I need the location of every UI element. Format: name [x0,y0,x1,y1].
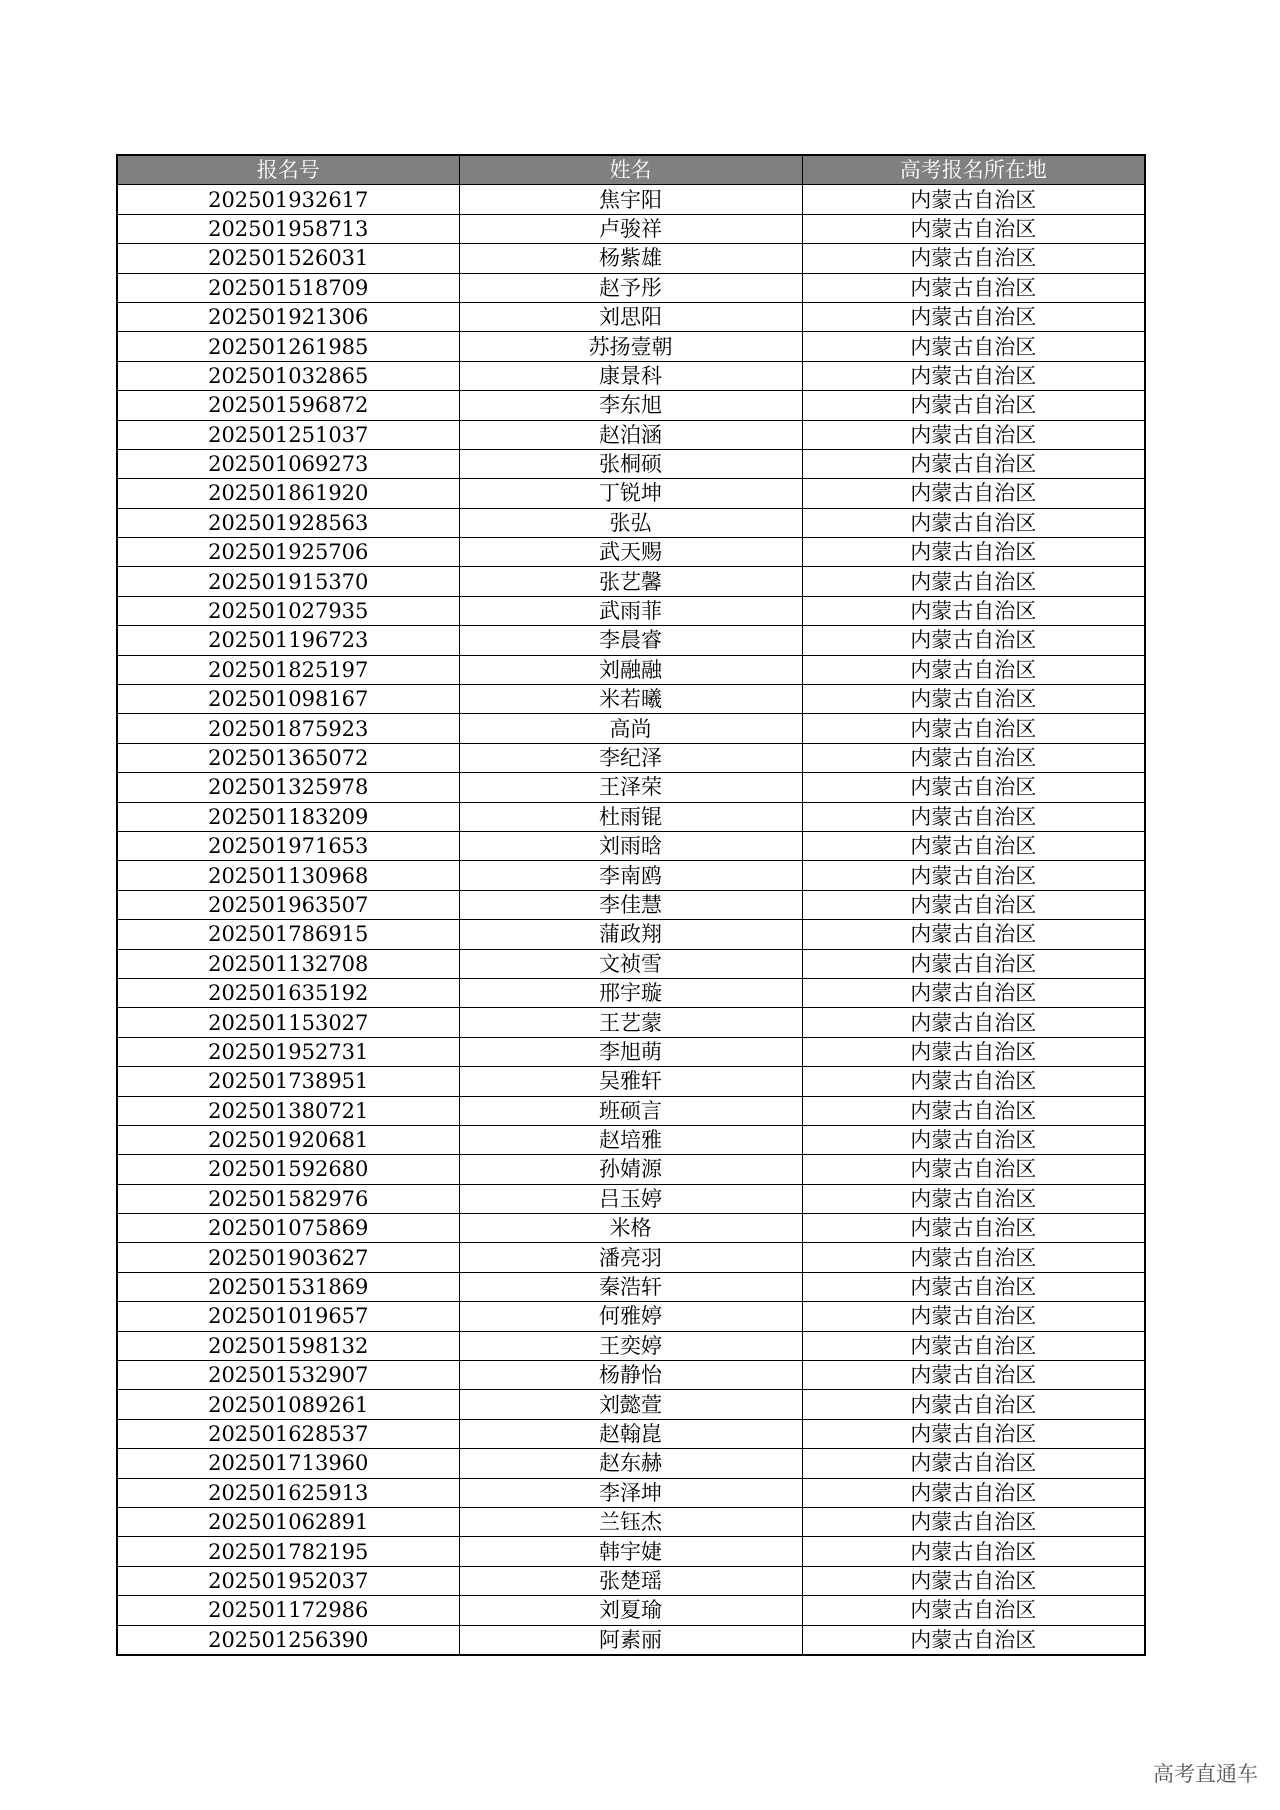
cell-name: 张艺馨 [459,567,802,596]
table-row [117,538,1145,567]
table-row [117,1361,1145,1390]
table-row [117,420,1145,449]
cell-name: 吴雅轩 [459,1067,802,1096]
cell-name: 张桐硕 [459,449,802,478]
cell-name: 何雅婷 [459,1302,802,1331]
table-body [117,185,1145,1655]
cell-name: 秦浩轩 [459,1272,802,1301]
cell-name: 孙婧源 [459,1155,802,1184]
table-row [117,1390,1145,1419]
cell-registration-location: 内蒙古自治区 [802,626,1145,655]
cell-registration-location: 内蒙古自治区 [802,1155,1145,1184]
cell-registration-location: 内蒙古自治区 [802,743,1145,772]
table-row [117,949,1145,978]
cell-registration-number: 202501172986 [117,1596,459,1625]
cell-registration-location: 内蒙古自治区 [802,685,1145,714]
cell-name: 赵培雅 [459,1125,802,1154]
cell-registration-location: 内蒙古自治区 [802,273,1145,302]
cell-name: 丁锐坤 [459,479,802,508]
cell-registration-number: 202501971653 [117,831,459,860]
cell-name: 李南鸥 [459,861,802,890]
cell-name: 米若曦 [459,685,802,714]
cell-registration-number: 202501920681 [117,1125,459,1154]
cell-registration-number: 202501598132 [117,1331,459,1360]
cell-registration-number: 202501635192 [117,978,459,1007]
table-row [117,743,1145,772]
cell-name: 潘亮羽 [459,1243,802,1272]
cell-registration-location: 内蒙古自治区 [802,1596,1145,1625]
table-row [117,1243,1145,1272]
table-row [117,1008,1145,1037]
table-row [117,1125,1145,1154]
admission-list-table [116,154,1146,1656]
cell-registration-location: 内蒙古自治区 [802,1478,1145,1507]
cell-registration-number: 202501875923 [117,714,459,743]
cell-registration-location: 内蒙古自治区 [802,538,1145,567]
cell-registration-location: 内蒙古自治区 [802,714,1145,743]
cell-name: 邢宇璇 [459,978,802,1007]
cell-name: 卢骏祥 [459,214,802,243]
table-row [117,978,1145,1007]
table-row [117,714,1145,743]
table-row [117,861,1145,890]
table-row [117,361,1145,390]
cell-name: 赵予彤 [459,273,802,302]
table-row [117,802,1145,831]
cell-registration-number: 202501928563 [117,508,459,537]
cell-registration-location: 内蒙古自治区 [802,920,1145,949]
cell-registration-number: 202501251037 [117,420,459,449]
table-row [117,1184,1145,1213]
cell-registration-location: 内蒙古自治区 [802,1214,1145,1243]
cell-registration-location: 内蒙古自治区 [802,773,1145,802]
cell-name: 赵翰崑 [459,1419,802,1448]
table-row [117,1272,1145,1301]
table-row [117,920,1145,949]
cell-name: 阿素丽 [459,1625,802,1655]
cell-name: 蒲政翔 [459,920,802,949]
table-row [117,391,1145,420]
cell-registration-number: 202501582976 [117,1184,459,1213]
table-row [117,655,1145,684]
cell-registration-location: 内蒙古自治区 [802,1008,1145,1037]
watermark: 高考直通车 [1153,1762,1258,1786]
cell-registration-number: 202501786915 [117,920,459,949]
cell-registration-number: 202501196723 [117,626,459,655]
cell-registration-number: 202501925706 [117,538,459,567]
cell-registration-number: 202501825197 [117,655,459,684]
cell-registration-number: 202501531869 [117,1272,459,1301]
cell-registration-number: 202501518709 [117,273,459,302]
cell-name: 米格 [459,1214,802,1243]
cell-name: 杨紫雄 [459,244,802,273]
cell-registration-number: 202501032865 [117,361,459,390]
cell-registration-location: 内蒙古自治区 [802,214,1145,243]
cell-registration-location: 内蒙古自治区 [802,332,1145,361]
table-row [117,1096,1145,1125]
cell-name: 张弘 [459,508,802,537]
cell-registration-number: 202501596872 [117,391,459,420]
cell-registration-number: 202501952731 [117,1037,459,1066]
cell-name: 高尚 [459,714,802,743]
table-row [117,479,1145,508]
cell-registration-number: 202501861920 [117,479,459,508]
table-row [117,1566,1145,1595]
cell-name: 李东旭 [459,391,802,420]
cell-registration-number: 202501153027 [117,1008,459,1037]
cell-name: 张楚瑶 [459,1566,802,1595]
table-row [117,302,1145,331]
cell-registration-location: 内蒙古自治区 [802,596,1145,625]
cell-registration-number: 202501903627 [117,1243,459,1272]
table-row [117,890,1145,919]
cell-registration-location: 内蒙古自治区 [802,567,1145,596]
table-row [117,831,1145,860]
header-registration-number: 报名号 [117,155,459,185]
table-row [117,244,1145,273]
cell-registration-number: 202501075869 [117,1214,459,1243]
cell-registration-number: 202501132708 [117,949,459,978]
cell-name: 刘融融 [459,655,802,684]
cell-name: 李纪泽 [459,743,802,772]
cell-registration-number: 202501963507 [117,890,459,919]
cell-registration-number: 202501738951 [117,1067,459,1096]
table-row [117,626,1145,655]
cell-registration-location: 内蒙古自治区 [802,861,1145,890]
cell-registration-number: 202501325978 [117,773,459,802]
cell-name: 吕玉婷 [459,1184,802,1213]
table-row [117,1067,1145,1096]
cell-name: 刘懿萱 [459,1390,802,1419]
table-row [117,1419,1145,1448]
cell-registration-location: 内蒙古自治区 [802,479,1145,508]
cell-registration-number: 202501380721 [117,1096,459,1125]
cell-name: 王奕婷 [459,1331,802,1360]
cell-registration-number: 202501958713 [117,214,459,243]
cell-name: 赵泊涵 [459,420,802,449]
cell-registration-location: 内蒙古自治区 [802,508,1145,537]
cell-name: 杨静怡 [459,1361,802,1390]
header-row [117,155,1145,185]
cell-registration-number: 202501261985 [117,332,459,361]
table-row [117,1478,1145,1507]
table-row [117,508,1145,537]
cell-registration-number: 202501027935 [117,596,459,625]
cell-name: 王艺蒙 [459,1008,802,1037]
cell-registration-location: 内蒙古自治区 [802,1096,1145,1125]
cell-name: 李泽坤 [459,1478,802,1507]
cell-registration-number: 202501628537 [117,1419,459,1448]
table-row [117,332,1145,361]
table-row [117,1596,1145,1625]
cell-registration-location: 内蒙古自治区 [802,1331,1145,1360]
table-row [117,1037,1145,1066]
cell-registration-location: 内蒙古自治区 [802,302,1145,331]
cell-name: 杜雨锟 [459,802,802,831]
cell-name: 武雨菲 [459,596,802,625]
cell-name: 康景科 [459,361,802,390]
cell-registration-number: 202501532907 [117,1361,459,1390]
cell-registration-location: 内蒙古自治区 [802,1390,1145,1419]
cell-registration-number: 202501713960 [117,1449,459,1478]
table-row [117,1507,1145,1536]
cell-registration-number: 202501069273 [117,449,459,478]
table-row [117,567,1145,596]
cell-registration-number: 202501183209 [117,802,459,831]
cell-registration-number: 202501625913 [117,1478,459,1507]
cell-registration-number: 202501952037 [117,1566,459,1595]
cell-registration-location: 内蒙古自治区 [802,1449,1145,1478]
table-row [117,185,1145,214]
cell-registration-location: 内蒙古自治区 [802,978,1145,1007]
cell-registration-location: 内蒙古自治区 [802,361,1145,390]
cell-registration-location: 内蒙古自治区 [802,449,1145,478]
cell-registration-location: 内蒙古自治区 [802,890,1145,919]
table-row [117,1155,1145,1184]
cell-registration-location: 内蒙古自治区 [802,420,1145,449]
cell-registration-number: 202501019657 [117,1302,459,1331]
cell-registration-location: 内蒙古自治区 [802,949,1145,978]
cell-registration-number: 202501932617 [117,185,459,214]
cell-registration-number: 202501592680 [117,1155,459,1184]
cell-name: 赵东赫 [459,1449,802,1478]
table-row [117,1331,1145,1360]
cell-registration-number: 202501921306 [117,302,459,331]
cell-name: 班硕言 [459,1096,802,1125]
cell-registration-location: 内蒙古自治区 [802,1067,1145,1096]
table-row [117,1625,1145,1655]
cell-registration-number: 202501256390 [117,1625,459,1655]
table-row [117,1537,1145,1566]
cell-name: 苏扬壹朝 [459,332,802,361]
cell-registration-location: 内蒙古自治区 [802,831,1145,860]
cell-registration-number: 202501915370 [117,567,459,596]
cell-registration-location: 内蒙古自治区 [802,1361,1145,1390]
cell-registration-location: 内蒙古自治区 [802,1125,1145,1154]
cell-registration-number: 202501130968 [117,861,459,890]
table-row [117,214,1145,243]
cell-name: 刘雨晗 [459,831,802,860]
header-name: 姓名 [459,155,802,185]
cell-registration-location: 内蒙古自治区 [802,1184,1145,1213]
table-header [117,155,1145,185]
cell-registration-number: 202501062891 [117,1507,459,1536]
cell-name: 李旭萌 [459,1037,802,1066]
cell-name: 文祯雪 [459,949,802,978]
cell-registration-number: 202501365072 [117,743,459,772]
cell-registration-location: 内蒙古自治区 [802,802,1145,831]
table-row [117,1449,1145,1478]
cell-name: 刘夏瑜 [459,1596,802,1625]
table-row [117,773,1145,802]
cell-registration-location: 内蒙古自治区 [802,185,1145,214]
cell-registration-number: 202501782195 [117,1537,459,1566]
cell-name: 刘思阳 [459,302,802,331]
cell-name: 李佳慧 [459,890,802,919]
cell-registration-location: 内蒙古自治区 [802,1537,1145,1566]
cell-name: 李晨睿 [459,626,802,655]
cell-registration-location: 内蒙古自治区 [802,1566,1145,1595]
cell-registration-location: 内蒙古自治区 [802,391,1145,420]
cell-registration-number: 202501089261 [117,1390,459,1419]
cell-registration-location: 内蒙古自治区 [802,1272,1145,1301]
cell-registration-number: 202501098167 [117,685,459,714]
cell-registration-location: 内蒙古自治区 [802,1419,1145,1448]
cell-registration-location: 内蒙古自治区 [802,1625,1145,1655]
cell-registration-location: 内蒙古自治区 [802,1302,1145,1331]
cell-name: 韩宇婕 [459,1537,802,1566]
table-row [117,1214,1145,1243]
table-row [117,449,1145,478]
table-row [117,596,1145,625]
cell-name: 王泽荣 [459,773,802,802]
table-row [117,273,1145,302]
cell-name: 兰钰杰 [459,1507,802,1536]
cell-name: 武天赐 [459,538,802,567]
cell-registration-location: 内蒙古自治区 [802,244,1145,273]
cell-registration-location: 内蒙古自治区 [802,1037,1145,1066]
cell-name: 焦宇阳 [459,185,802,214]
cell-registration-location: 内蒙古自治区 [802,1507,1145,1536]
cell-registration-location: 内蒙古自治区 [802,655,1145,684]
table-row [117,685,1145,714]
table-row [117,1302,1145,1331]
cell-registration-location: 内蒙古自治区 [802,1243,1145,1272]
cell-registration-number: 202501526031 [117,244,459,273]
header-registration-location: 高考报名所在地 [802,155,1145,185]
